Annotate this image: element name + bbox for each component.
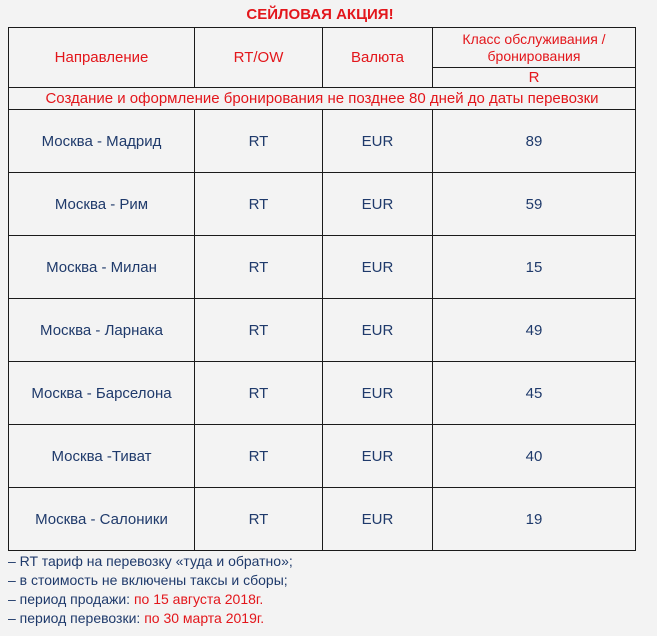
row-direction: Москва - Мадрид bbox=[9, 110, 195, 173]
row-direction: Москва - Барселона bbox=[9, 362, 195, 425]
row-price: 59 bbox=[433, 173, 636, 236]
booking-note: Создание и оформление бронирования не позднее 80 дней до даты перевозки bbox=[9, 88, 636, 110]
footnote-sale-value: по 15 августа 2018г. bbox=[133, 591, 264, 607]
table-row bbox=[9, 173, 636, 236]
header-rt-ow: RT/OW bbox=[195, 28, 323, 88]
table-row bbox=[9, 425, 636, 488]
row-currency: EUR bbox=[323, 110, 433, 173]
table-row bbox=[9, 236, 636, 299]
row-type: RT bbox=[195, 110, 323, 173]
row-price: 40 bbox=[433, 425, 636, 488]
header-class: Класс обслуживания / бронирования bbox=[433, 28, 636, 68]
footnote-sale-period bbox=[8, 590, 293, 609]
row-direction: Москва -Тиват bbox=[9, 425, 195, 488]
row-price: 19 bbox=[433, 488, 636, 551]
row-type: RT bbox=[195, 488, 323, 551]
row-currency: EUR bbox=[323, 362, 433, 425]
table-row bbox=[9, 110, 636, 173]
row-price: 89 bbox=[433, 110, 636, 173]
row-type: RT bbox=[195, 173, 323, 236]
row-currency: EUR bbox=[323, 488, 433, 551]
row-type: RT bbox=[195, 299, 323, 362]
row-direction: Москва - Ларнака bbox=[9, 299, 195, 362]
row-currency: EUR bbox=[323, 299, 433, 362]
row-currency: EUR bbox=[323, 173, 433, 236]
fare-table bbox=[8, 27, 636, 551]
row-currency: EUR bbox=[323, 236, 433, 299]
header-direction: Направление bbox=[9, 28, 195, 88]
footnote-rt: – RT тариф на перевозку «туда и обратно»; bbox=[8, 553, 293, 569]
row-price: 15 bbox=[433, 236, 636, 299]
footnote-taxes: – в стоимость не включены таксы и сборы; bbox=[8, 572, 288, 588]
page-title: СЕЙЛОВАЯ АКЦИЯ! bbox=[246, 6, 394, 23]
row-direction: Москва - Салоники bbox=[9, 488, 195, 551]
header-class-code: R bbox=[433, 68, 636, 88]
header-currency: Валюта bbox=[323, 28, 433, 88]
row-type: RT bbox=[195, 362, 323, 425]
row-price: 45 bbox=[433, 362, 636, 425]
row-direction: Москва - Милан bbox=[9, 236, 195, 299]
row-direction: Москва - Рим bbox=[9, 173, 195, 236]
table-row bbox=[9, 362, 636, 425]
footnote-sale-label: – период продажи: bbox=[8, 591, 134, 607]
table-row bbox=[9, 299, 636, 362]
table-row bbox=[9, 488, 636, 551]
row-currency: EUR bbox=[323, 425, 433, 488]
footnote-travel-label: – период перевозки: bbox=[8, 610, 145, 626]
row-type: RT bbox=[195, 425, 323, 488]
footnotes bbox=[8, 552, 293, 628]
footnote-travel-value: по 30 марта 2019г. bbox=[144, 610, 265, 626]
footnote-travel-period bbox=[8, 609, 293, 628]
row-type: RT bbox=[195, 236, 323, 299]
row-price: 49 bbox=[433, 299, 636, 362]
